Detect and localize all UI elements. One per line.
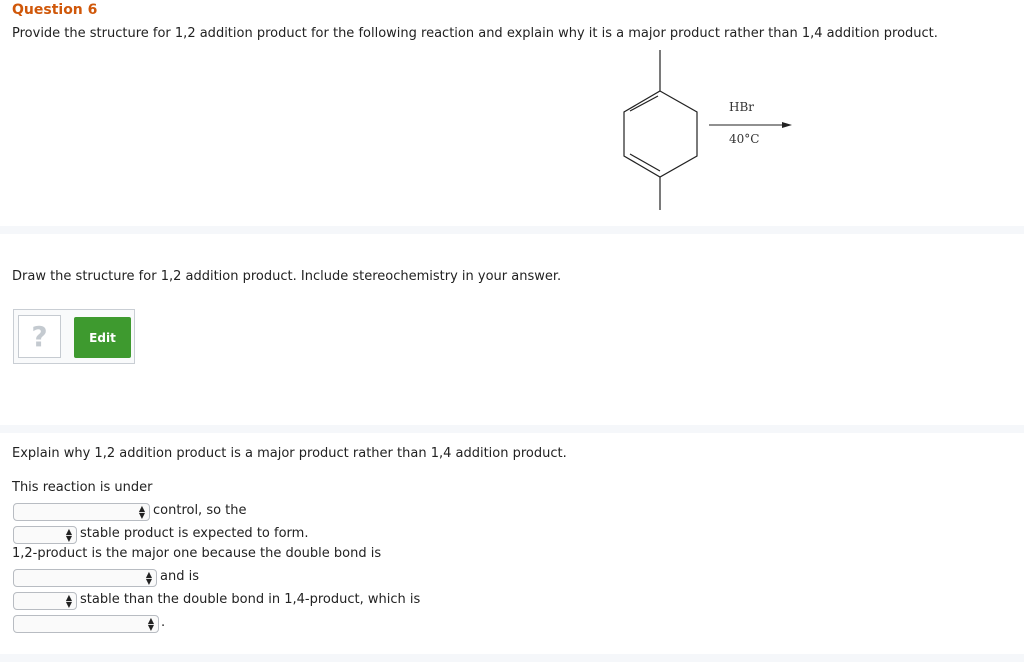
select-arrows-icon: ▲ ▼ <box>145 570 152 586</box>
explain-line-mid: 1,2-product is the major one because the double bond is <box>12 546 382 561</box>
section-divider <box>0 226 1024 234</box>
explain-instruction: Explain why 1,2 addition product is a major product rather than 1,4 addition product. <box>12 446 567 461</box>
control-type-select[interactable] <box>13 503 150 521</box>
question-mark-icon: ? <box>18 315 61 358</box>
draw-instruction: Draw the structure for 1,2 addition product. Include stereochemistry in your answer. <box>12 269 562 284</box>
select-arrows-icon: ▲ ▼ <box>138 504 145 520</box>
question-prompt: Provide the structure for 1,2 addition product for the following reaction and explain why it is a major product rather than 1,4 addition product. <box>12 26 938 41</box>
section-divider <box>0 425 1024 433</box>
explain-line-1: This reaction is under <box>12 480 153 495</box>
explain-after-select-1: control, so the <box>153 503 247 518</box>
comparison-select[interactable] <box>13 592 77 610</box>
select-arrows-icon: ▲ ▼ <box>147 616 154 632</box>
explain-after-select-4: stable than the double bond in 1,4-product, which is <box>80 592 421 607</box>
final-select[interactable] <box>13 615 159 633</box>
stability-select[interactable] <box>13 526 77 544</box>
explain-after-select-5: . <box>161 615 166 630</box>
select-arrows-icon: ▲ ▼ <box>65 593 72 609</box>
reaction-scheme <box>600 44 800 214</box>
explain-after-select-3: and is <box>160 569 199 584</box>
explain-after-select-2: stable product is expected to form. <box>80 526 309 541</box>
edit-button[interactable]: Edit <box>74 317 131 358</box>
question-title: Question 6 <box>12 2 98 18</box>
reaction-arrow <box>709 122 792 128</box>
double-bond-select[interactable] <box>13 569 157 587</box>
section-divider <box>0 654 1024 662</box>
select-arrows-icon: ▲ ▼ <box>65 527 72 543</box>
reagent-label: HBr <box>729 100 755 114</box>
structure-drawing-box[interactable] <box>13 309 135 364</box>
condition-label: 40°C <box>729 132 760 146</box>
cyclohexadiene-structure <box>624 50 697 210</box>
